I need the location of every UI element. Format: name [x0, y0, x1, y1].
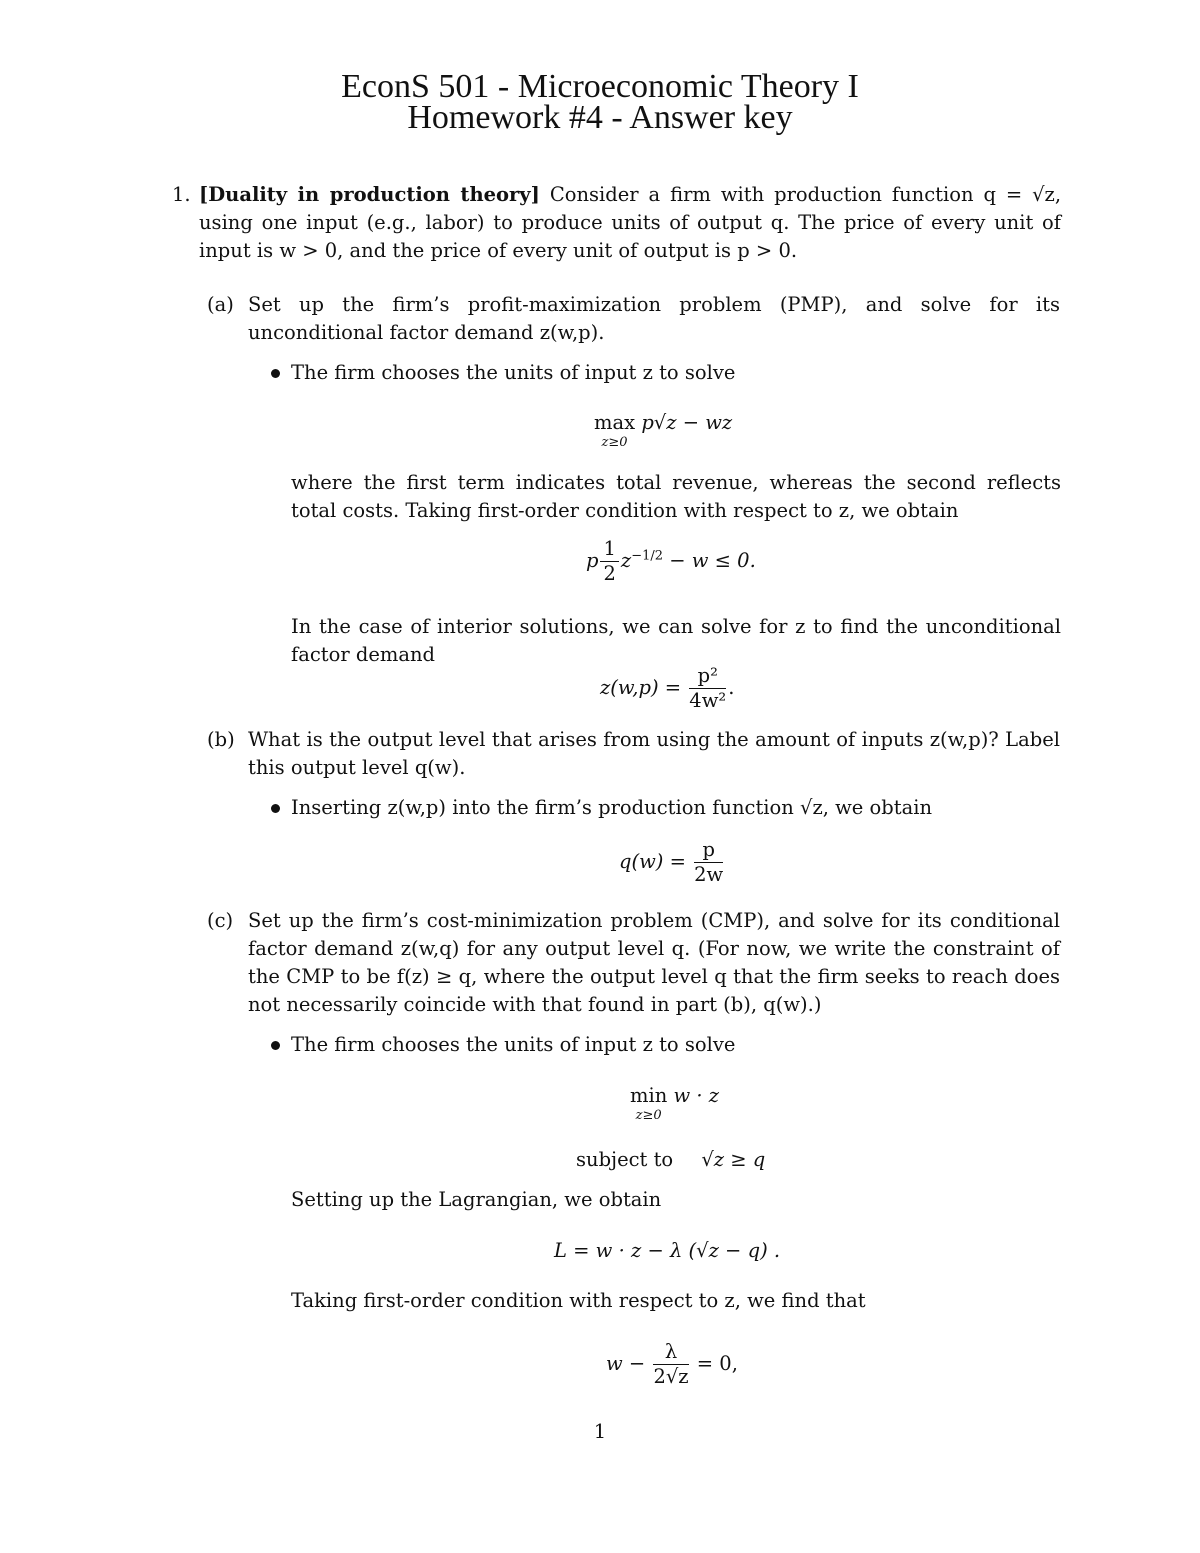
- equation-foc-pmp: [586, 537, 756, 586]
- bullet-marker: [271, 804, 280, 813]
- equation-cmp: [630, 1083, 719, 1123]
- equation-foc-cmp: [606, 1340, 738, 1389]
- part-a-explanation: where the first term indicates total revenue, whereas the second reflects total costs. Taking first-order condition with respect to z, we obtain: [291, 471, 1061, 522]
- part-c-foc-text: Taking first-order condition with respect to z, we find that: [291, 1289, 866, 1312]
- equation-output-level: [619, 838, 725, 887]
- foc-input: z: [620, 549, 632, 572]
- part-b-question: What is the output level that arises from using the amount of inputs z(w,p)? Label this output level q(w).: [248, 728, 1060, 779]
- part-b-bullet-text: Inserting z(w,p) into the firm’s production function √z, we obtain: [291, 796, 933, 819]
- max-operator: max: [594, 411, 636, 434]
- min-subscript: z≥0: [635, 1108, 662, 1123]
- question-1-text: [199, 181, 1061, 265]
- foc-cmp-rhs: = 0,: [696, 1352, 738, 1375]
- equation-pmp: [594, 410, 732, 450]
- question-1-body: Consider a firm with production function q = √z, using one input (e.g., labor) to produce units of output q. The price of every unit of input is w > 0, and the price of every unit of output is p > 0.: [199, 183, 1062, 262]
- part-a-bullet-text: The firm chooses the units of input z to solve: [291, 361, 736, 384]
- document-title-line2: Homework #4 - Answer key: [407, 99, 793, 136]
- demand-denominator: 4w²: [689, 689, 727, 712]
- foc-fraction-denominator: 2: [603, 562, 616, 585]
- page-number: 1: [593, 1420, 607, 1443]
- constraint-expression: √z ≥ q: [701, 1148, 766, 1171]
- max-subscript: z≥0: [601, 435, 628, 450]
- part-c-lagrangian-text: Setting up the Lagrangian, we obtain: [291, 1188, 662, 1211]
- part-c-question: Set up the firm’s cost-minimization problem (CMP), and solve for its conditional factor demand z(w,q) for any output level q. (For now, we write the constraint of the CMP to be f(z) ≥ q, where the output level q that the firm seeks to reach does not necessarily coincide with that found in part (b), q(w).): [248, 909, 1060, 1016]
- equation-unconditional-demand: [600, 664, 734, 713]
- foc-exponent: −1/2: [631, 548, 664, 564]
- foc-fraction-numerator: 1: [600, 537, 618, 562]
- document-title-line1: EconS 501 - Microeconomic Theory I: [341, 68, 859, 105]
- lagrangian-expression: L = w · z − λ (√z − q) .: [554, 1239, 781, 1262]
- bullet-marker: [271, 1041, 280, 1050]
- foc-cmp-numerator: λ: [653, 1340, 688, 1365]
- part-b-label: (b): [207, 728, 235, 751]
- cmp-objective: w · z: [673, 1084, 720, 1107]
- part-c-bullet-text: The firm chooses the units of input z to solve: [291, 1033, 736, 1056]
- part-a-question: Set up the firm’s profit-maximization problem (PMP), and solve for its unconditional factor demand z(w,p).: [248, 293, 1060, 344]
- part-a-label: (a): [207, 293, 234, 316]
- question-number: 1.: [172, 183, 191, 206]
- output-denominator: 2w: [694, 863, 724, 886]
- foc-price: p: [586, 549, 599, 572]
- demand-numerator: p²: [689, 664, 726, 689]
- foc-cmp-lhs: w −: [606, 1352, 646, 1375]
- part-a-interior-text: In the case of interior solutions, we can solve for z to find the unconditional factor demand: [291, 615, 1061, 666]
- demand-period: .: [728, 676, 735, 699]
- bullet-marker: [271, 369, 280, 378]
- question-1-heading: [Duality in production theory]: [199, 183, 540, 206]
- min-operator: min: [630, 1084, 668, 1107]
- demand-lhs: z(w,p) =: [600, 676, 682, 699]
- subject-to-label: subject to: [576, 1148, 674, 1171]
- output-lhs: q(w) =: [619, 850, 686, 873]
- equation-cmp-constraint: [576, 1147, 765, 1173]
- foc-tail: − w ≤ 0.: [663, 549, 756, 572]
- equation-lagrangian: [554, 1238, 780, 1264]
- output-numerator: p: [694, 838, 723, 863]
- pmp-objective: p√z − wz: [641, 411, 733, 434]
- part-c-label: (c): [207, 909, 234, 932]
- foc-cmp-denominator: 2√z: [653, 1365, 689, 1388]
